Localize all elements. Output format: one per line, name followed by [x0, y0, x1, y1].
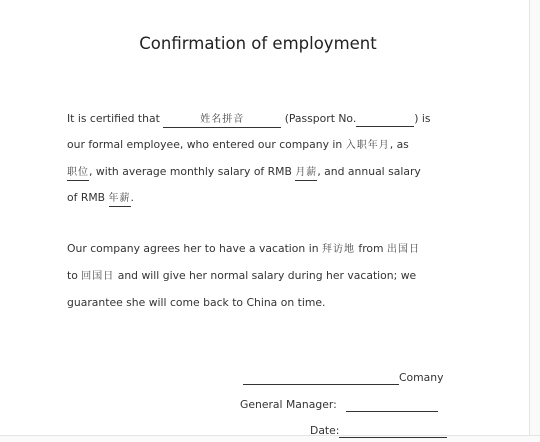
page-right-edge — [529, 0, 540, 442]
paragraph1-line3: 职位, with average monthly salary of RMB 月薪, and annual salary — [67, 159, 457, 185]
departure-date-field: 出国日 — [386, 244, 420, 255]
company-signature-line — [243, 371, 399, 385]
paragraph2-line3: guarantee she will come back to China on time. — [67, 296, 326, 309]
date-label: Date: — [310, 424, 340, 437]
paragraph-vacation — [67, 236, 457, 316]
document-title: Confirmation of employment — [139, 34, 377, 53]
employee-name-field: 姓名拼音 — [163, 113, 281, 128]
paragraph1-line1: It is certified that 姓名拼音 (Passport No. ) is — [67, 106, 457, 132]
position-field: 职位 — [67, 166, 89, 181]
paragraph1-line2: our formal employee, who entered our company in 入职年月, as — [67, 138, 409, 151]
paragraph2-line1: Our company agrees her to have a vacation in 拜访地 from 出国日 — [67, 242, 420, 255]
entry-date-field: 入职年月 — [345, 140, 390, 151]
manager-label: General Manager: — [240, 398, 337, 411]
date-row — [310, 424, 447, 438]
return-date-field: 回国日 — [81, 271, 115, 282]
manager-signature-row — [240, 398, 438, 412]
annual-salary-field: 年薪 — [109, 192, 131, 207]
passport-number-field — [356, 112, 414, 127]
monthly-salary-field: 月薪 — [295, 166, 317, 181]
paragraph2-line2: to 回国日 and will give her normal salary during her vacation; we — [67, 269, 417, 282]
date-signature-line — [339, 424, 447, 438]
page-bottom-edge — [0, 435, 540, 442]
company-label: Comany — [399, 371, 444, 384]
paragraph1-line4: of RMB 年薪. — [67, 185, 457, 211]
paragraph-employment — [67, 106, 457, 211]
manager-signature-line — [346, 398, 438, 412]
company-signature-row — [243, 371, 444, 385]
destination-field: 拜访地 — [321, 244, 355, 255]
